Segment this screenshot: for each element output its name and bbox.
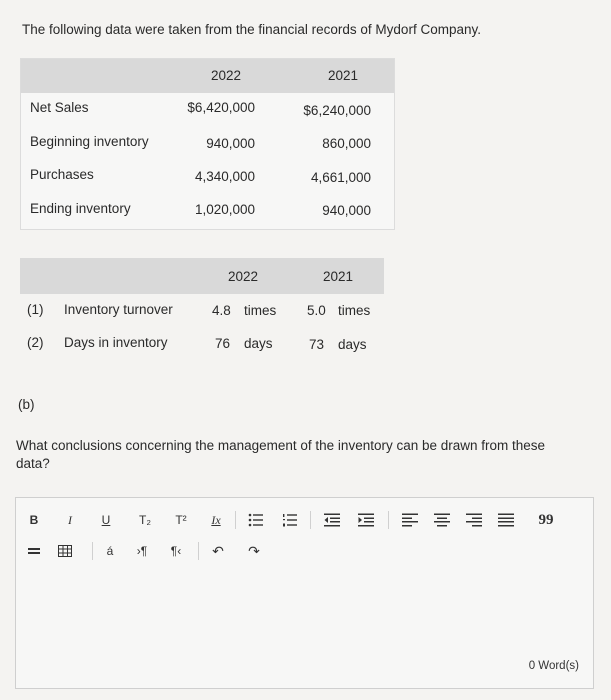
ratio-unit-days-2022: days bbox=[244, 336, 273, 351]
row-label-net-sales: Net Sales bbox=[30, 100, 89, 115]
horizontal-rule-icon[interactable] bbox=[26, 543, 42, 559]
align-right-icon[interactable] bbox=[464, 512, 484, 528]
ltr-label: ¶ bbox=[140, 544, 148, 558]
blockquote-button[interactable]: 99 bbox=[538, 511, 554, 528]
cell-purchases-2022: 4,340,000 bbox=[194, 169, 255, 184]
column-header-2022: 2022 bbox=[211, 68, 242, 83]
cell-purchases-2021: 4,661,000 bbox=[310, 170, 371, 185]
ratio-row-number: (1) bbox=[27, 302, 44, 317]
question-text: What conclusions concerning the management of the inventory can be drawn from these data? bbox=[16, 438, 546, 471]
column-header-2021: 2021 bbox=[328, 68, 359, 83]
ratio-table bbox=[20, 258, 384, 366]
cell-ending-inventory-2022: 1,020,000 bbox=[194, 202, 255, 217]
row-label-beginning-inventory: Beginning inventory bbox=[30, 134, 149, 149]
row-label-purchases: Purchases bbox=[30, 167, 94, 182]
italic-button[interactable]: I bbox=[68, 512, 72, 527]
rtl-label: ¶ bbox=[170, 544, 178, 558]
ratio-row-number: (2) bbox=[27, 335, 44, 350]
ltr-direction-button[interactable]: › ¶ bbox=[136, 544, 148, 558]
ratio-unit-turnover-2021: times bbox=[338, 303, 371, 318]
redo-button[interactable]: ↷ bbox=[248, 542, 260, 559]
underline-button[interactable]: U bbox=[101, 513, 111, 527]
cell-net-sales-2022: $6,420,000 bbox=[187, 100, 255, 115]
rtl-direction-button[interactable]: ¶ ‹ bbox=[170, 544, 182, 558]
ratio-value-turnover-2022: 4.8 bbox=[212, 303, 231, 318]
undo-button[interactable]: ↶ bbox=[212, 542, 224, 559]
ratio-unit-turnover-2022: times bbox=[244, 303, 277, 318]
clear-format-button[interactable]: Ix bbox=[211, 512, 221, 527]
bullet-list-icon[interactable] bbox=[246, 512, 266, 528]
toolbar-divider bbox=[388, 511, 389, 529]
ratio-column-header-2021: 2021 bbox=[323, 269, 354, 284]
ratio-label-days-in-inventory: Days in inventory bbox=[64, 335, 168, 350]
ratio-value-turnover-2021: 5.0 bbox=[307, 303, 326, 318]
superscript-button[interactable]: T² bbox=[175, 513, 187, 527]
subscript-button[interactable]: T₂ bbox=[139, 513, 151, 527]
cell-net-sales-2021: $6,240,000 bbox=[303, 103, 371, 118]
outdent-icon[interactable] bbox=[322, 512, 342, 528]
toolbar-divider bbox=[235, 511, 236, 529]
bold-button[interactable]: B bbox=[29, 513, 39, 527]
intro-text: The following data were taken from the financial records of Mydorf Company. bbox=[22, 22, 481, 37]
cell-beginning-inventory-2021: 860,000 bbox=[322, 136, 371, 151]
row-label-ending-inventory: Ending inventory bbox=[30, 201, 131, 216]
ratio-column-header-2022: 2022 bbox=[228, 269, 259, 284]
toolbar-divider bbox=[92, 542, 93, 560]
ratio-value-days-2022: 76 bbox=[215, 336, 231, 351]
indent-icon[interactable] bbox=[356, 512, 376, 528]
cell-beginning-inventory-2022: 940,000 bbox=[206, 136, 255, 151]
special-character-button[interactable]: á bbox=[106, 544, 114, 558]
toolbar-divider bbox=[198, 542, 199, 560]
financial-data-table bbox=[20, 58, 395, 230]
ratio-unit-days-2021: days bbox=[338, 337, 367, 352]
answer-editor[interactable] bbox=[15, 497, 594, 689]
table-icon[interactable] bbox=[56, 543, 74, 559]
align-justify-icon[interactable] bbox=[496, 512, 516, 528]
ratio-value-days-2021: 73 bbox=[309, 337, 325, 352]
word-count: 0 Word(s) bbox=[528, 660, 579, 672]
align-center-icon[interactable] bbox=[432, 512, 452, 528]
align-left-icon[interactable] bbox=[400, 512, 420, 528]
ratio-label-inventory-turnover: Inventory turnover bbox=[64, 302, 173, 317]
section-label: (b) bbox=[18, 397, 35, 412]
cell-ending-inventory-2021: 940,000 bbox=[322, 203, 371, 218]
toolbar-divider bbox=[310, 511, 311, 529]
numbered-list-icon[interactable] bbox=[280, 512, 300, 528]
